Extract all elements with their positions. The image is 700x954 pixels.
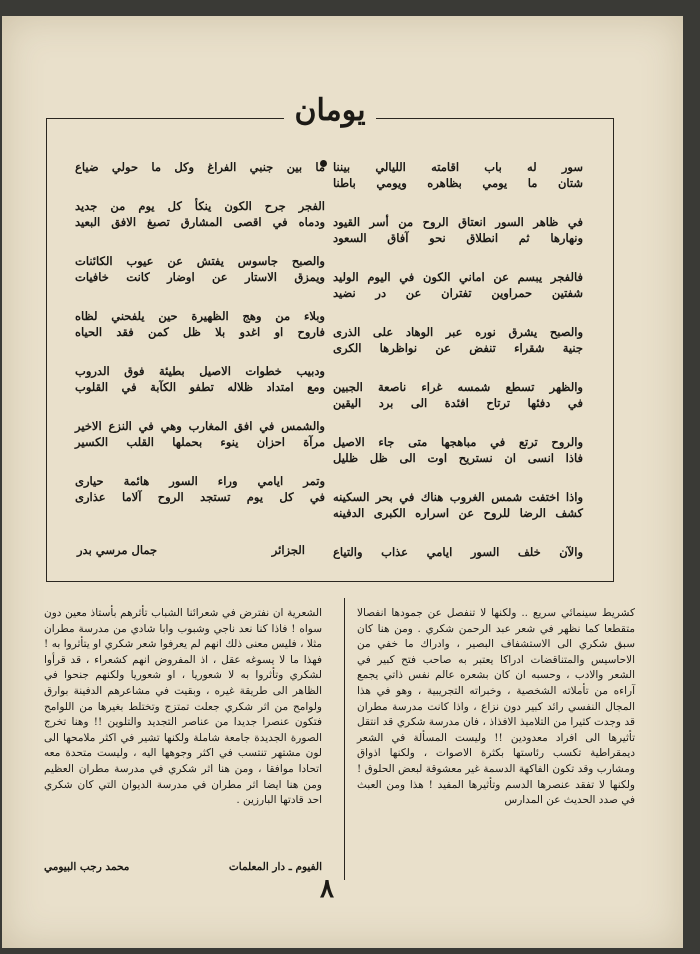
poem-line: فالفجر يبسم عن اماني الكون في اليوم الوليد <box>333 270 583 284</box>
poem-stanza <box>333 379 583 411</box>
poem-line: جنية شقراء تنفض عن نواظرها الكرى <box>333 341 583 355</box>
poem-stanza <box>333 324 583 356</box>
poem-stanza <box>75 363 325 395</box>
poem-line: ومع امتداد ظلاله تطفو الكآبة في القلوب <box>75 380 325 394</box>
poem-title: يومان <box>284 93 375 128</box>
poem-line: ويمزق الاستار عن اوضار كانت خافيات <box>75 270 325 284</box>
poem-line: ما بين جنبي الفراغ وكل ما حولي ضياع <box>75 160 325 174</box>
poem-line: والآن خلف السور ايامي عذاب والتياع <box>333 545 583 559</box>
poem-line: والشمس في افق المغارب وهي في النزع الاخير <box>75 419 325 433</box>
poem-line: والظهر تسطع شمسه غراء ناصعة الجبين <box>333 380 583 394</box>
poem-stanza <box>75 308 325 340</box>
poem-stanza <box>333 159 583 191</box>
poem-signature-place: الجزائر <box>271 543 305 557</box>
poem-line: والصبح جاسوس يفتش عن عيوب الكائنات <box>75 254 325 268</box>
poem-line: ونهارها ثم انطلاق نحو آفاق السعود <box>333 231 583 245</box>
poem-line: سور له باب اقامته الليالي بيننا <box>333 160 583 174</box>
poem-line: والصبح يشرق نوره عبر الوهاد على الذرى <box>333 325 583 339</box>
poem-stanza <box>333 214 583 246</box>
poem-line: في كل يوم تستجد الروح آلاما عذارى <box>75 490 325 504</box>
poem-line: الفجر جرح الكون ينكأ كل يوم من جديد <box>75 199 325 213</box>
poem-line: في دفئها ترتاح افئدة الى برد اليقين <box>333 396 583 410</box>
poem-line: فاروح او اغدو بلا ظل كمن فقد الحياه <box>75 325 325 339</box>
poem-stanza <box>75 473 325 505</box>
page-number: ٨ <box>320 874 334 904</box>
poem-line: شتان ما يومي بظاهره ويومي باطنا <box>333 176 583 190</box>
poem-signature-poet: جمال مرسي بدر <box>77 543 158 557</box>
poem-line: شفتين حمراوين تفتران عن در نضيد <box>333 286 583 300</box>
poem-stanza <box>333 489 583 521</box>
poem-stanza <box>333 269 583 301</box>
poem-stanza <box>75 198 325 230</box>
poem-stanza <box>333 434 583 466</box>
poem-line: واذا اختفت شمس الغروب هناك في بحر السكينه <box>333 490 583 504</box>
magazine-page <box>2 16 683 948</box>
poem-stanza <box>75 159 325 175</box>
article-paragraph: الشعرية ان نفترض في شعرائنا الشباب تأثرهم بأستاذ معين دون سواه ! فاذا كنا نعد ناجي وشبوب وابا شادي من مدرسة مطران مثلا ، فليس معنى ذلك انهم لم يعرفوا شعر شكري او يتأثروا به ! فهذا ما لا يسوغه عقل ، اذ المفروض انهم كشعراء ، قد قرأوا لشكري وتأثروا به لا شعوريا ، او شعوريا ولكنهم جنحوا في الظاهر الى طريقة غيره ، وبقيت في مشاعرهم الدفينة بوارق ولوامح من اثر شكري جعلت تمتزج وتختلط بغيرها من اللوامح فتكون عنصرا جديدا من عناصر التجديد والتلوين !! وهنا تخرج الصورة الجديدة جامعة شاملة ولكنها تشير في اكثر ملامحها الى لون مشتهر تنتسب في اكثر وجوهها اليه ، وليست متحدة معه اتحادا موافقا ، ومن هنا اثر شكري في مدرسة مطران العظيم ومن هنا ايضا اثر مطران في مدرسة الديوان التي كان شكري احد قادتها البارزين . <box>44 607 322 807</box>
poem-line: والروح ترتع في مباهجها متى جاء الاصيل <box>333 435 583 449</box>
poem-line: ودبيب خطوات الاصيل بطيئة فوق الدروب <box>75 364 325 378</box>
article-author: محمد رجب البيومي <box>44 861 130 873</box>
poem-stanza <box>333 544 583 560</box>
poem-line: وبلاء من وهج الظهيرة حين يلفحني لظاه <box>75 309 325 323</box>
poem-line: ودماه في اقصى المشارق تصبغ الافق البعيد <box>75 215 325 229</box>
poem-right-column <box>333 159 583 583</box>
poem-left-column <box>75 159 325 528</box>
column-divider <box>344 598 345 880</box>
article-right-column <box>357 606 635 809</box>
poem-line: في ظاهر السور انعتاق الروح من أسر القيود <box>333 215 583 229</box>
poem-stanza <box>75 253 325 285</box>
poem-line: كشف الرضا للروح عن اسراره الكبرى الدفينه <box>333 506 583 520</box>
article-left-column <box>44 606 322 809</box>
poem-stanza <box>75 418 325 450</box>
article-paragraph: كشريط سينمائي سريع .. ولكنها لا تنفصل عن جمودها انفصالا متقطعا كما نظهر في شعر عبد الرحمن شكري . ومن هنا كان سبق شكري الى الاستشفاف البصير ، وادراك ما خفي من الاحاسيس والمتناقضات ادراكا يعتبر به صاحب فتح كبير في الشعر والادب ، وحسبه ان كان بشعره عالم نفس ذاتي يجمع آراءه من تأملاته الشخصية ، وخبراته التجريبية ، وهو في هذا المجال النفسي رائد كبير دون نزاع ، واذا كانت مدرسة مطران قد وجدت كثيرا من التلاميذ الافذاذ ، فان مدرسة شكري قد انتقل تأثيرها الى افراد معدودين !! وليست المسألة في الشعر ديمقراطية تكسب رئاستها بكثرة الاصوات ، ولكنها اذواق ومشارب وقد تكون الفاكهة الدسمة غير معشوقة لبعض الحلوق ! ولكنها لا تفقد عنصرها الدسم وتأثيرها المفيد ! هذا ومن العبث في صدد الحديث عن المدارس <box>357 607 635 807</box>
poem-line: مرآة احزان ينوء بحملها القلب الكسير <box>75 435 325 449</box>
poem-title-wrap <box>47 93 613 128</box>
article-footer-place: الفيوم ـ دار المعلمات <box>228 861 322 873</box>
poem-frame <box>46 93 614 582</box>
poem-line: وتمر ايامي وراء السور هائمة حيارى <box>75 474 325 488</box>
poem-line: فاذا انسى ان نستريح اوت الى ظل ظليل <box>333 451 583 465</box>
